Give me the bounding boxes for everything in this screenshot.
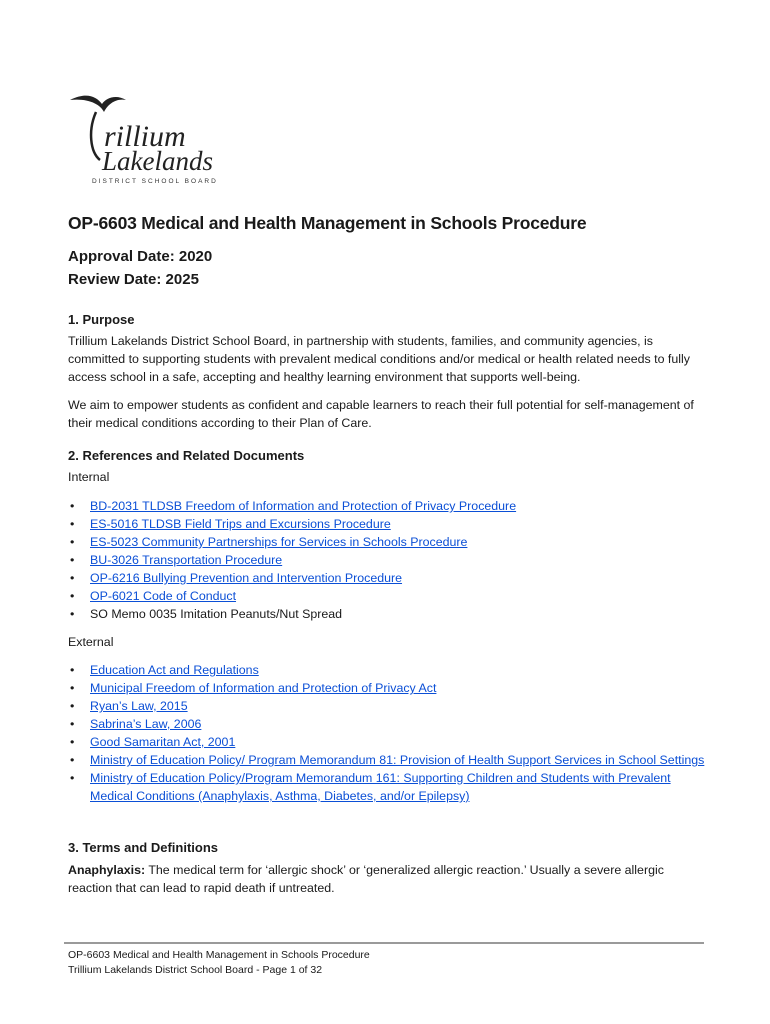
- reference-link[interactable]: Education Act and Regulations: [90, 663, 259, 677]
- svg-text:rillium: rillium: [104, 120, 186, 153]
- purpose-paragraph-1: Trillium Lakelands District School Board, in partnership with students, families, and community agencies, is committed to supporting students with prevalent medical conditions and/or medical or health related needs to fully access school in a safe, accepting and healthy learning environment that supports well-being.: [68, 334, 690, 384]
- svg-text:Lakelands: Lakelands: [102, 146, 213, 176]
- review-date: Review Date: 2025: [68, 271, 199, 288]
- footer-divider: [64, 942, 704, 944]
- footer-line-2: Trillium Lakelands District School Board - Page 1 of 32: [68, 964, 323, 976]
- page-title: OP-6603 Medical and Health Management in Schools Procedure: [68, 213, 587, 233]
- reference-item: [68, 697, 710, 715]
- approval-date: Approval Date: 2020: [68, 248, 213, 265]
- term-anaphylaxis: Anaphylaxis:: [68, 863, 146, 877]
- reference-link[interactable]: ES-5023 Community Partnerships for Services in Schools Procedure: [90, 535, 468, 549]
- reference-link[interactable]: Ministry of Education Policy/ Program Memorandum 81: Provision of Health Support Services in School Settings: [90, 753, 705, 767]
- internal-label: Internal: [68, 470, 110, 484]
- reference-item: [68, 587, 710, 605]
- reference-item: [68, 515, 710, 533]
- purpose-paragraph-2: We aim to empower students as confident and capable learners to reach their full potential for self-management of their medical conditions according to their Plan of Care.: [68, 398, 694, 430]
- reference-link[interactable]: Sabrina’s Law, 2006: [90, 717, 202, 731]
- external-label: External: [68, 635, 114, 649]
- footer-line-1: OP-6603 Medical and Health Management in Schools Procedure: [68, 949, 370, 961]
- reference-text: SO Memo 0035 Imitation Peanuts/Nut Spread: [90, 607, 343, 621]
- reference-item: [68, 497, 710, 515]
- reference-item: [68, 679, 710, 697]
- reference-link[interactable]: ES-5016 TLDSB Field Trips and Excursions Procedure: [90, 517, 391, 531]
- reference-item: [68, 715, 710, 733]
- anaphylaxis-definition: [68, 861, 708, 897]
- reference-link[interactable]: BU-3026 Transportation Procedure: [90, 553, 283, 567]
- trillium-lakelands-logo: [66, 90, 236, 186]
- reference-link[interactable]: Ryan’s Law, 2015: [90, 699, 188, 713]
- svg-text:DISTRICT SCHOOL BOARD: DISTRICT SCHOOL BOARD: [92, 178, 218, 185]
- definition-text: The medical term for ‘allergic shock’ or ‘generalized allergic reaction.’ Usually a severe allergic reaction that can lead to rapid death if untreated.: [68, 863, 664, 895]
- reference-item: [68, 661, 710, 679]
- reference-item: [68, 751, 710, 769]
- terms-heading: 3. Terms and Definitions: [68, 840, 219, 855]
- reference-item: [68, 769, 710, 805]
- reference-link[interactable]: OP-6216 Bullying Prevention and Intervention Procedure: [90, 571, 403, 585]
- reference-link[interactable]: BD-2031 TLDSB Freedom of Information and Protection of Privacy Procedure: [90, 499, 517, 513]
- reference-link[interactable]: OP-6021 Code of Conduct: [90, 589, 237, 603]
- reference-item: [68, 533, 710, 551]
- reference-item: [68, 733, 710, 751]
- reference-item: [68, 605, 710, 623]
- purpose-heading: 1. Purpose: [68, 312, 135, 327]
- reference-link[interactable]: Ministry of Education Policy/Program Memorandum 161: Supporting Children and Students with Prevalent Medical Conditions (Anaphylaxis, Asthma, Diabetes, and/or Epilepsy): [90, 771, 671, 803]
- reference-link[interactable]: Municipal Freedom of Information and Protection of Privacy Act: [90, 681, 437, 695]
- references-heading: 2. References and Related Documents: [68, 448, 305, 463]
- internal-references-list: [68, 497, 710, 623]
- reference-item: [68, 569, 710, 587]
- reference-link[interactable]: Good Samaritan Act, 2001: [90, 735, 236, 749]
- reference-item: [68, 551, 710, 569]
- external-references-list: [68, 661, 710, 805]
